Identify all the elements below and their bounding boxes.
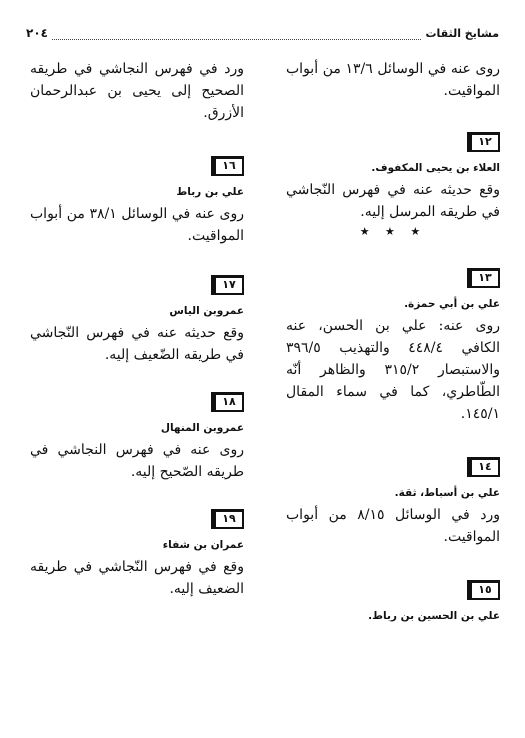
entry-number-box: ١٩ — [211, 509, 244, 529]
separator-stars: ★ ★ ★ — [359, 225, 427, 238]
page-number: ٢٠٤ — [26, 26, 48, 40]
entry-17 — [30, 273, 244, 366]
entry-text: وقع في فهرس النّجاشي في طريقه الضعيف إليه. — [30, 559, 244, 597]
entry-text: وقع حديثه عنه في فهرس النّجاشي في طريقه المرسل إليه. — [286, 182, 500, 220]
page-header — [26, 16, 499, 50]
right-column — [286, 58, 500, 627]
entry-14 — [286, 455, 500, 548]
entry-number-box: ١٧ — [211, 275, 244, 295]
narrator-name: عمروبن المنهال — [160, 422, 244, 434]
entry-19 — [30, 507, 244, 600]
opening-text: ورد في فهرس النجاشي في طريقه الصحيح إلى يحيى بن عبدالرحمان الأزرق. — [30, 61, 244, 121]
entry-text: وقع حديثه عنه في فهرس النّجاشي في طريقه الضّعيف إليه. — [30, 325, 244, 363]
entry-13 — [286, 266, 500, 425]
running-title: مشايخ الثقات — [425, 26, 499, 40]
entry-text: روى عنه في الوسائل ٣٨/١ من أبواب المواقيت. — [30, 206, 244, 244]
narrator-name: علي بن أبي حمزة. — [404, 298, 500, 310]
entry-number-box: ١٦ — [211, 156, 244, 176]
entry-text: روى عنه: علي بن الحسن، عنه الكافي ٤٤٨/٤ والتهذيب ٣٩٦/٥ والاستبصار ٣١٥/٢ والظاهر أنّه الطّاطري، كما في سماء المقال ١٤٥/١. — [286, 318, 500, 422]
narrator-name: العلاء بن يحيى المكفوف. — [371, 162, 500, 174]
entry-15 — [286, 578, 500, 624]
narrator-name: علي بن أسباط، ثقة. — [394, 487, 500, 499]
entry-number-box: ١٥ — [467, 580, 500, 600]
entry-18 — [30, 390, 244, 483]
narrator-name: عمران بن شفاء — [162, 539, 244, 551]
entry-number-box: ١٢ — [467, 132, 500, 152]
left-column — [30, 58, 244, 600]
narrator-name: عمروبن الياس — [169, 305, 244, 317]
entry-16 — [30, 154, 244, 247]
entry-12 — [286, 130, 500, 238]
narrator-name: علي بن الحسين بن رباط. — [368, 610, 500, 622]
header-leader-dots — [52, 27, 422, 40]
entry-number-box: ١٨ — [211, 392, 244, 412]
entry-number-box: ١٣ — [467, 268, 500, 288]
entry-number-box: ١٤ — [467, 457, 500, 477]
opening-text: روى عنه في الوسائل ١٣/٦ من أبواب المواقيت. — [286, 61, 500, 99]
entry-text: ورد في الوسائل ٨/١٥ من أبواب المواقيت. — [286, 507, 500, 545]
narrator-name: علي بن رباط — [176, 186, 244, 198]
entry-text: روى عنه في فهرس النجاشي في طريقه الصّحيح إليه. — [30, 442, 244, 480]
